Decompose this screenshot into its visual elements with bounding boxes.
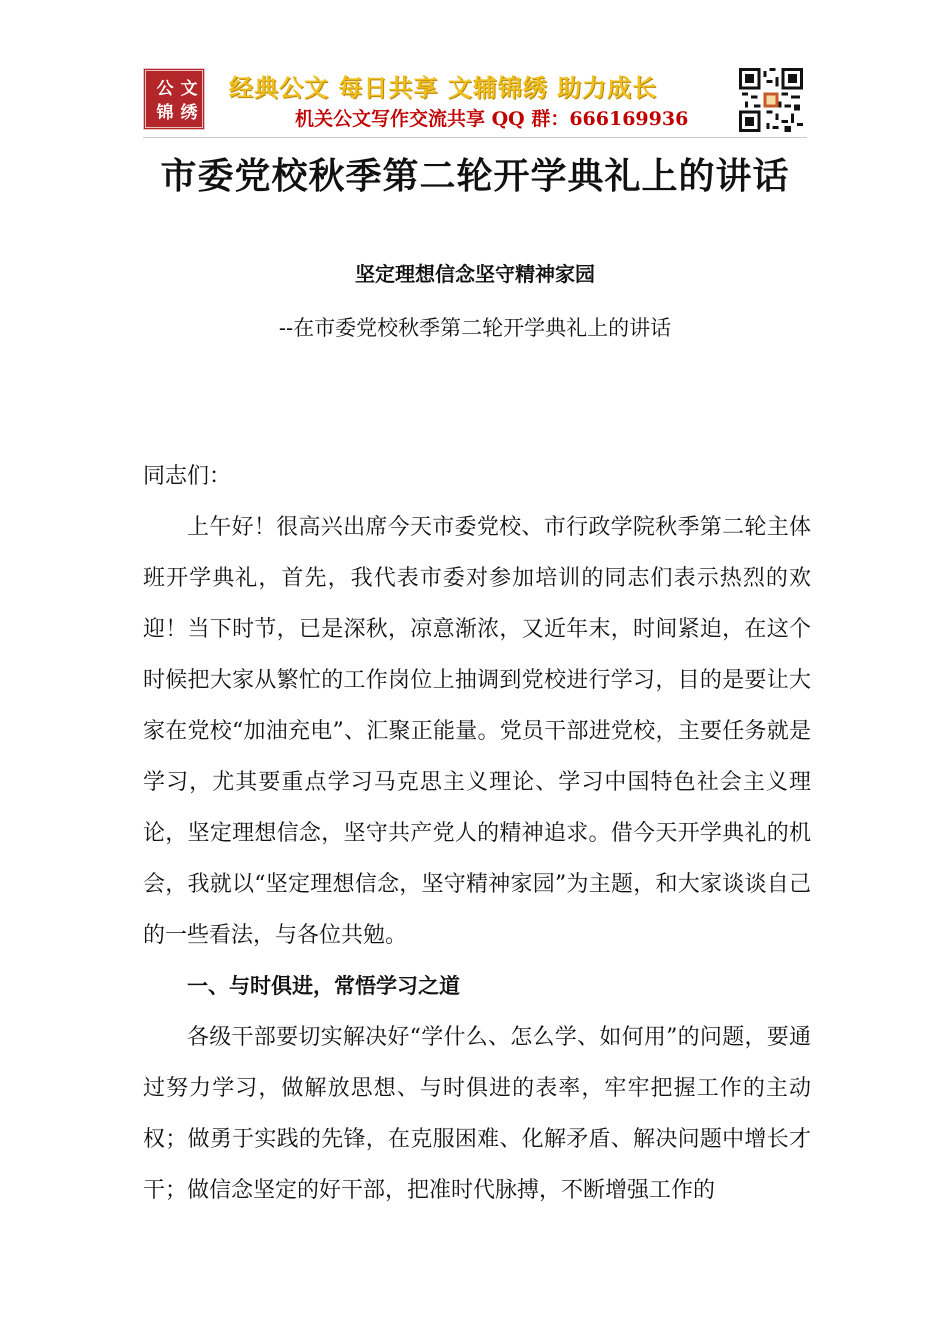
header-slogan: 经典公文 每日共享 文辅锦绣 助力成长 xyxy=(229,74,658,102)
section-heading: 一、与时俱进，常悟学习之道 xyxy=(187,974,460,998)
header-divider xyxy=(143,137,807,138)
seal-char: 公 xyxy=(156,78,174,99)
document-header xyxy=(143,66,807,136)
salutation: 同志们： xyxy=(143,464,232,489)
paragraph: 各级干部要切实解决好“学什么、怎么学、如何用”的问题，要通过努力学习，做解放思想、与时俱进的表率，牢牢把握工作的主动权；做勇于实践的先锋，在克服困难、化解矛盾、解决问题中增长才干；做信念坚定的好干部，把准时代脉搏，不断增强工作的 xyxy=(143,1025,811,1203)
seal-char: 绣 xyxy=(180,102,198,123)
seal-logo xyxy=(143,68,205,130)
seal-char: 锦 xyxy=(156,102,174,123)
document-subtitle-secondary: --在市委党校秋季第二轮开学典礼上的讲话 xyxy=(278,316,672,340)
document-title: 市委党校秋季第二轮开学典礼上的讲话 xyxy=(160,155,790,197)
seal-char: 文 xyxy=(180,78,198,99)
document-body xyxy=(143,451,811,1216)
document-subtitle: 坚定理想信念坚守精神家园 xyxy=(355,262,595,286)
seal-text xyxy=(153,77,201,125)
paragraph: 上午好！很高兴出席今天市委党校、市行政学院秋季第二轮主体班开学典礼，首先，我代表市委对参加培训的同志们表示热烈的欢迎！当下时节，已是深秋，凉意渐浓，又近年末，时间紧迫，在这个时候把大家从繁忙的工作岗位上抽调到党校进行学习，目的是要让大家在党校“加油充电”、汇聚正能量。党员干部进党校，主要任务就是学习，尤其要重点学习马克思主义理论、学习中国特色社会主义理论，坚定理想信念，坚守共产党人的精神追求。借今天开学典礼的机会，我就以“坚定理想信念，坚守精神家园”为主题，和大家谈谈自己的一些看法，与各位共勉。 xyxy=(143,515,811,948)
qr-code-icon xyxy=(739,68,803,132)
qq-group-line: 机关公文写作交流共享 QQ 群：666169936 xyxy=(295,108,689,130)
